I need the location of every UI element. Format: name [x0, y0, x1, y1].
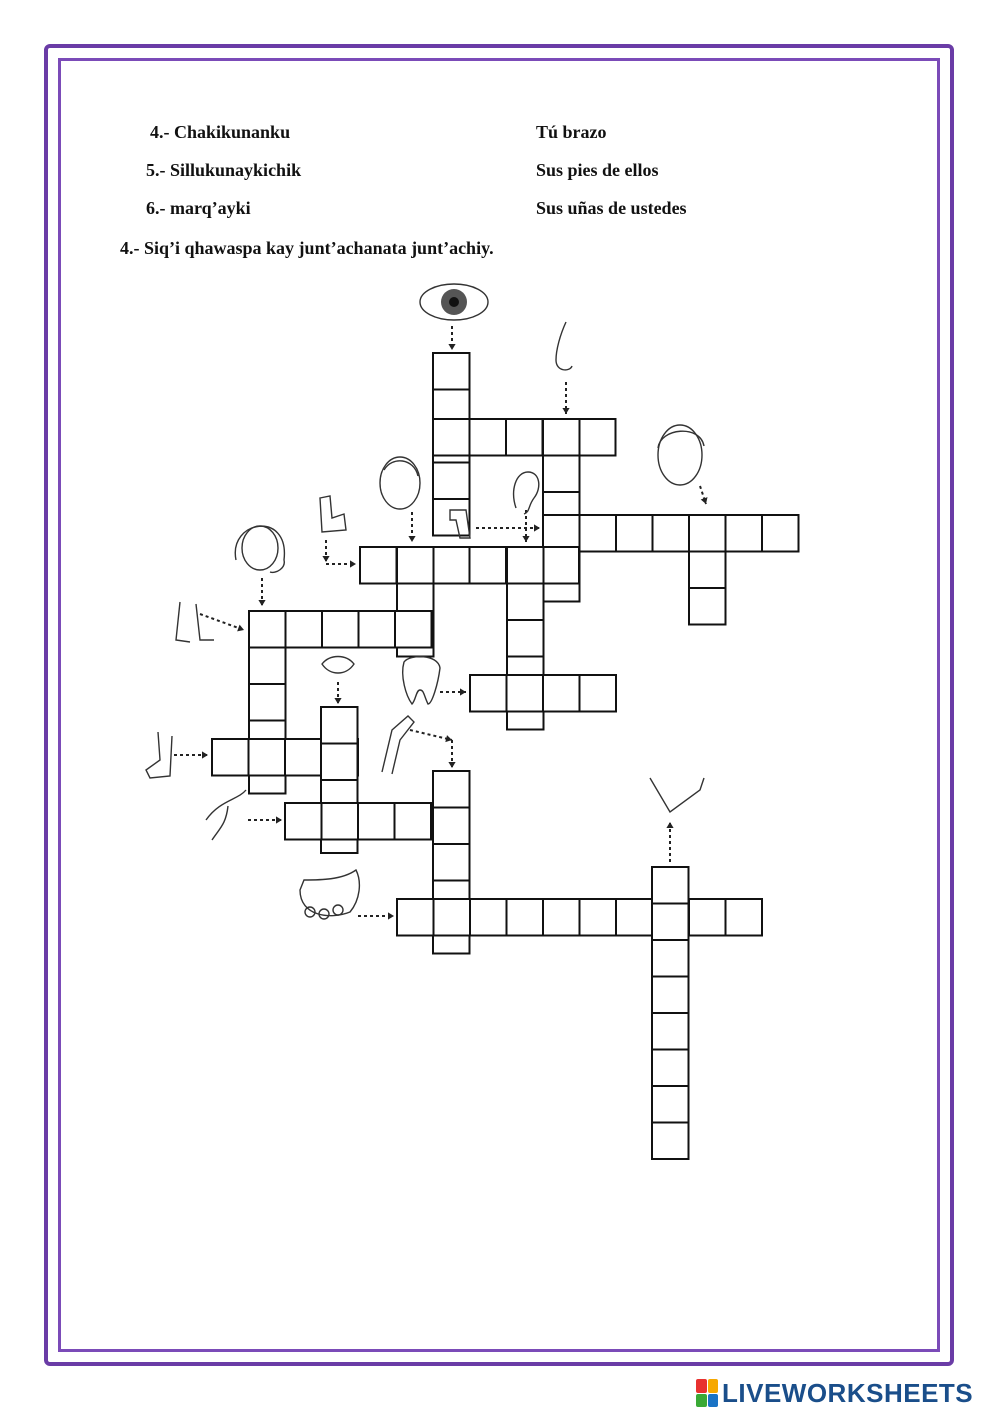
legs-icon	[176, 602, 214, 642]
crossword-cell[interactable]	[652, 904, 689, 941]
crossword-cell[interactable]	[285, 739, 322, 776]
crossword-cell[interactable]	[507, 675, 544, 712]
crossword-cell[interactable]	[212, 739, 249, 776]
crossword-cell[interactable]	[616, 899, 653, 936]
arrow-head	[534, 524, 540, 531]
crossword-cell[interactable]	[434, 899, 471, 936]
brand-logo-icon	[696, 1379, 718, 1407]
crossword-cell[interactable]	[652, 940, 689, 977]
arrow-head	[350, 560, 356, 567]
crossword-cell[interactable]	[580, 899, 617, 936]
shoulder-icon	[206, 790, 246, 840]
crossword-cell[interactable]	[689, 588, 726, 625]
crossword-cell[interactable]	[507, 584, 544, 621]
crossword-cell[interactable]	[322, 611, 359, 648]
crossword-cell[interactable]	[249, 684, 286, 721]
crossword-cell[interactable]	[249, 648, 286, 685]
crossword-cell[interactable]	[395, 611, 432, 648]
crossword-cell[interactable]	[470, 899, 507, 936]
crossword-cell[interactable]	[726, 515, 763, 552]
item-4-quechua: 4.- Chakikunanku	[150, 122, 291, 142]
crossword-cell[interactable]	[360, 547, 397, 584]
arrow-head	[460, 688, 466, 695]
crossword-cell[interactable]	[762, 515, 799, 552]
crossword-cell[interactable]	[652, 1086, 689, 1123]
brand-footer	[696, 1376, 973, 1410]
crossword-cell[interactable]	[397, 899, 434, 936]
crossword-cell[interactable]	[507, 620, 544, 657]
crossword-cell[interactable]	[652, 977, 689, 1014]
arrow-head	[276, 816, 282, 823]
elbow-icon	[650, 778, 704, 812]
crossword-cell[interactable]	[726, 899, 763, 936]
item-6-quechua: 6.- marq’ayki	[146, 198, 251, 218]
crossword-cell[interactable]	[580, 675, 617, 712]
crossword-cell[interactable]	[507, 899, 544, 936]
crossword-cell[interactable]	[470, 547, 507, 584]
face-icon	[658, 425, 704, 485]
crossword-cell[interactable]	[689, 899, 726, 936]
arrow-head	[237, 625, 244, 632]
crossword-cell[interactable]	[285, 803, 322, 840]
crossword-cell[interactable]	[358, 803, 395, 840]
crossword-cell[interactable]	[652, 867, 689, 904]
crossword-cell[interactable]	[652, 1123, 689, 1160]
crossword-cell[interactable]	[397, 547, 434, 584]
pointer-arrow	[200, 614, 244, 630]
arrow-head	[445, 735, 452, 742]
crossword-cell[interactable]	[249, 611, 286, 648]
crossword-cell[interactable]	[433, 353, 470, 390]
crossword-cell[interactable]	[470, 419, 507, 456]
crossword-cell[interactable]	[470, 675, 507, 712]
nose-icon	[556, 322, 572, 370]
crossword-cell[interactable]	[616, 515, 653, 552]
crossword-cell[interactable]	[433, 463, 470, 500]
crossword-cell[interactable]	[433, 499, 470, 536]
arrow-head	[334, 698, 341, 704]
pointer-arrow	[410, 730, 452, 740]
crossword-cell[interactable]	[286, 611, 323, 648]
crossword-cell[interactable]	[433, 547, 470, 584]
crossword-cell[interactable]	[653, 515, 690, 552]
arrow-head	[666, 822, 673, 828]
crossword-cell[interactable]	[543, 419, 580, 456]
arrow-head	[258, 600, 265, 606]
crossword-cell[interactable]	[433, 419, 470, 456]
crossword-cell[interactable]	[543, 456, 580, 493]
arm-icon	[382, 716, 414, 774]
arrow-head	[322, 556, 329, 562]
lips-icon	[322, 657, 354, 674]
arrow-head	[408, 536, 415, 542]
brand-name: LIVEWORKSHEETS	[722, 1377, 974, 1408]
crossword-cell[interactable]	[321, 744, 358, 781]
crossword-cell[interactable]	[543, 675, 580, 712]
crossword-cell[interactable]	[689, 552, 726, 589]
crossword-cell[interactable]	[543, 899, 580, 936]
crossword-cell[interactable]	[652, 1013, 689, 1050]
arrow-head	[562, 408, 569, 414]
finger-icon	[320, 496, 346, 532]
ear-icon	[514, 472, 539, 514]
item-6-spanish: Sus uñas de ustedes	[536, 198, 687, 218]
crossword-cell[interactable]	[543, 547, 580, 584]
arrow-head	[448, 344, 455, 350]
arrow-head	[202, 751, 208, 758]
crossword-cell[interactable]	[433, 808, 470, 845]
crossword-cell[interactable]	[506, 419, 543, 456]
instruction: 4.- Siq’i qhawaspa kay junt’achanata junt’achiy.	[120, 238, 494, 258]
foot-icon	[146, 732, 172, 778]
head-icon	[380, 457, 420, 509]
crossword-cell[interactable]	[580, 515, 617, 552]
crossword-cell[interactable]	[652, 1050, 689, 1087]
eye-icon	[420, 284, 488, 320]
hair-girl-icon	[235, 526, 284, 572]
crossword-cell[interactable]	[689, 515, 726, 552]
tooth-icon	[403, 657, 440, 704]
item-5-spanish: Sus pies de ellos	[536, 160, 659, 180]
toes-icon	[300, 870, 359, 919]
crossword-cell[interactable]	[433, 771, 470, 808]
crossword-cell[interactable]	[359, 611, 396, 648]
crossword-cell[interactable]	[249, 739, 286, 776]
crossword-cell[interactable]	[321, 707, 358, 744]
arrow-head	[388, 912, 394, 919]
arrow-head	[522, 536, 529, 542]
arrow-head	[448, 762, 455, 768]
crossword-cell[interactable]	[579, 419, 616, 456]
item-5-quechua: 5.- Sillukunaykichik	[146, 160, 302, 180]
crossword-cell[interactable]	[322, 803, 359, 840]
item-4-spanish: Tú brazo	[536, 122, 607, 142]
crossword-cell[interactable]	[507, 547, 544, 584]
crossword-cell[interactable]	[395, 803, 432, 840]
crossword-cell[interactable]	[433, 844, 470, 881]
